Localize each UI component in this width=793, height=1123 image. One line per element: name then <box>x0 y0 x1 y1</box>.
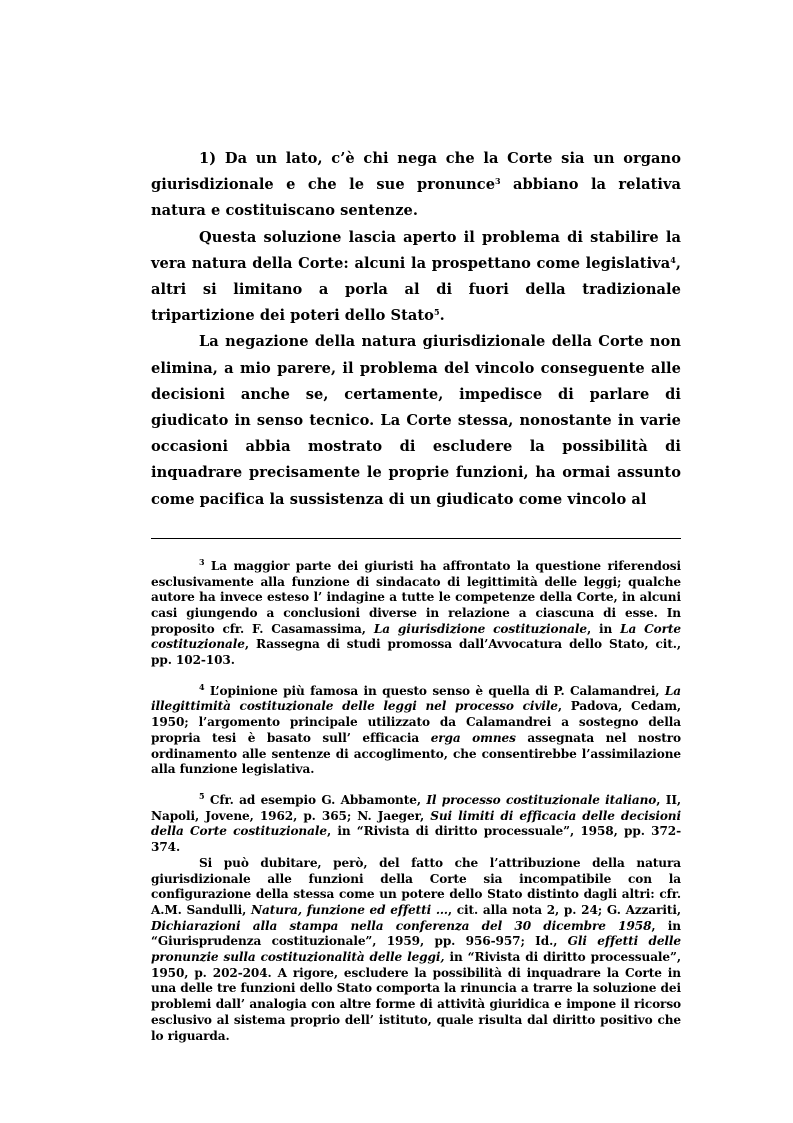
footnote-3-title-1: La giurisdizione costituzionale <box>373 621 587 636</box>
footnote-3 <box>151 556 681 669</box>
footnote-ref-4[interactable]: 4 <box>670 254 676 265</box>
footnote-5b-text-1: Si può dubitare, però, del fatto che l’attribuzione della natura giurisdizionale alle funzioni della Corte sia incompatibile con la configurazione della stessa come un potere dello Stato distinto dagli altri: cfr. A.M. Sandulli, <box>151 855 681 917</box>
footnote-4-text-1: L’opinione più famosa in questo senso è quella di P. Calamandrei, <box>204 683 665 698</box>
footnote-4 <box>151 681 682 778</box>
footnote-4-text-3: assegnata nel nostro ordinamento alle sentenze di accoglimento, che consentirebbe l’assimilazione alla funzione legislativa. <box>151 730 681 777</box>
document-page <box>151 146 681 1044</box>
footnote-3-title-2: La Corte costituzionale <box>151 621 681 652</box>
footnote-3-text-2: , in <box>587 621 621 636</box>
footnote-number-5: 5 <box>199 790 205 801</box>
footnote-5-text-2: , II, Napoli, Jovene, 1962, p. 365; N. Jaeger, <box>151 792 681 823</box>
footnote-5-continued <box>151 856 681 1044</box>
paragraph-3: La negazione della natura giurisdizionale della Corte non elimina, a mio parere, il problema del vincolo conseguente alle decisioni anche se, certamente, impedisce di parlare di giudicato in senso tecnico. La Corte stessa, nonostante in varie occasioni abbia mostrato di escludere la possibilità di inquadrare precisamente le proprie funzioni, ha ormai assunto come pacifica la sussistenza di un giudicato come vincolo al <box>151 333 681 508</box>
footnote-5-title-2: Sui limiti di efficacia delle decisioni della Corte costituzionale <box>151 808 681 839</box>
paragraph-2-text-b: , altri si limitano a porla al di fuori della tradizionale tripartizione dei poteri dello Stato <box>151 254 681 325</box>
footnote-5-text-1: Cfr. ad esempio G. Abbamonte, <box>204 792 427 807</box>
footnote-5b-text-4: in “Rivista di diritto processuale”, 1950, p. 202-204. A rigore, escludere la possibilità di inquadrare la Corte in una delle tre funzioni dello Stato comporta la rinuncia a trarre la soluzione dei problemi dall’ analogia con altre forme di attività giuridica e impone il ricorso esclusivo al sistema proprio dell’ istituto, quale risulta dal diritto positivo che lo riguarda. <box>151 950 681 1043</box>
footnote-separator <box>151 538 681 539</box>
footnote-5-title-1: Il processo costituzionale italiano <box>426 792 657 807</box>
paragraph-2-text-a: Questa soluzione lascia aperto il problema di stabilire la vera natura della Corte: alcuni la prospettano come legislativa <box>151 228 681 272</box>
footnote-4-text-2: , Padova, Cedam, 1950; l’argomento principale utilizzato da Calamandrei a sostegno della propria tesi è basato sull’ efficacia <box>151 699 682 745</box>
paragraph-1 <box>151 146 681 225</box>
main-text <box>151 146 681 513</box>
footnote-5b-text-3: , in “Giurisprudenza costituzionale”, 1959, pp. 956-957; Id., <box>151 918 681 949</box>
footnote-5b-title-2: Dichiarazioni alla stampa nella conferenza del 30 dicembre 1958 <box>151 918 652 933</box>
footnote-3-text-1: La maggior parte dei giuristi ha affrontato la questione riferendosi esclusivamente alla funzione di sindacato di legittimità delle leggi; qualche autore ha invece esteso l’ indagine a tutte le competenze della Corte, in alcuni casi giungendo a conclusioni diverse in relazione a ciascuna di esse. In proposito cfr. F. Casamassima, <box>151 558 681 636</box>
paragraph-1-text: 1) Da un lato, c’è chi nega che la Corte sia un organo giurisdizionale e che le sue pronunce <box>151 150 681 194</box>
footnote-5 <box>151 790 681 856</box>
footnote-3-text-3: , Rassegna di studi promossa dall’Avvocatura dello Stato, cit., pp. 102-103. <box>151 637 681 668</box>
footnote-5b-title-3: Gli effetti delle pronunzie sulla costituzionalità delle leggi, <box>151 934 681 965</box>
footnote-4-italic-2: erga omnes <box>430 730 516 745</box>
footnote-5b-title-1: Natura, funzione ed effetti … <box>251 902 448 917</box>
paragraph-2-text-c: . <box>439 307 445 325</box>
footnote-5-text-3: , in “Rivista di diritto processuale”, 1958, pp. 372-374. <box>151 824 681 855</box>
footnote-number-4: 4 <box>199 681 205 692</box>
footnote-ref-5[interactable]: 5 <box>433 307 440 318</box>
footnotes <box>151 556 682 1044</box>
footnote-4-title-1: La illegittimità costituzionale delle leggi nel processo civile <box>151 683 681 714</box>
paragraph-2 <box>151 225 681 330</box>
paragraph-1-end: abbiano la relativa natura e costituiscano sentenze. <box>151 176 681 220</box>
footnote-number-3: 3 <box>199 556 205 567</box>
footnote-ref-3[interactable]: 3 <box>495 176 501 187</box>
footnote-5b-text-2: , cit. alla nota 2, p. 24; G. Azzariti, <box>447 902 681 917</box>
